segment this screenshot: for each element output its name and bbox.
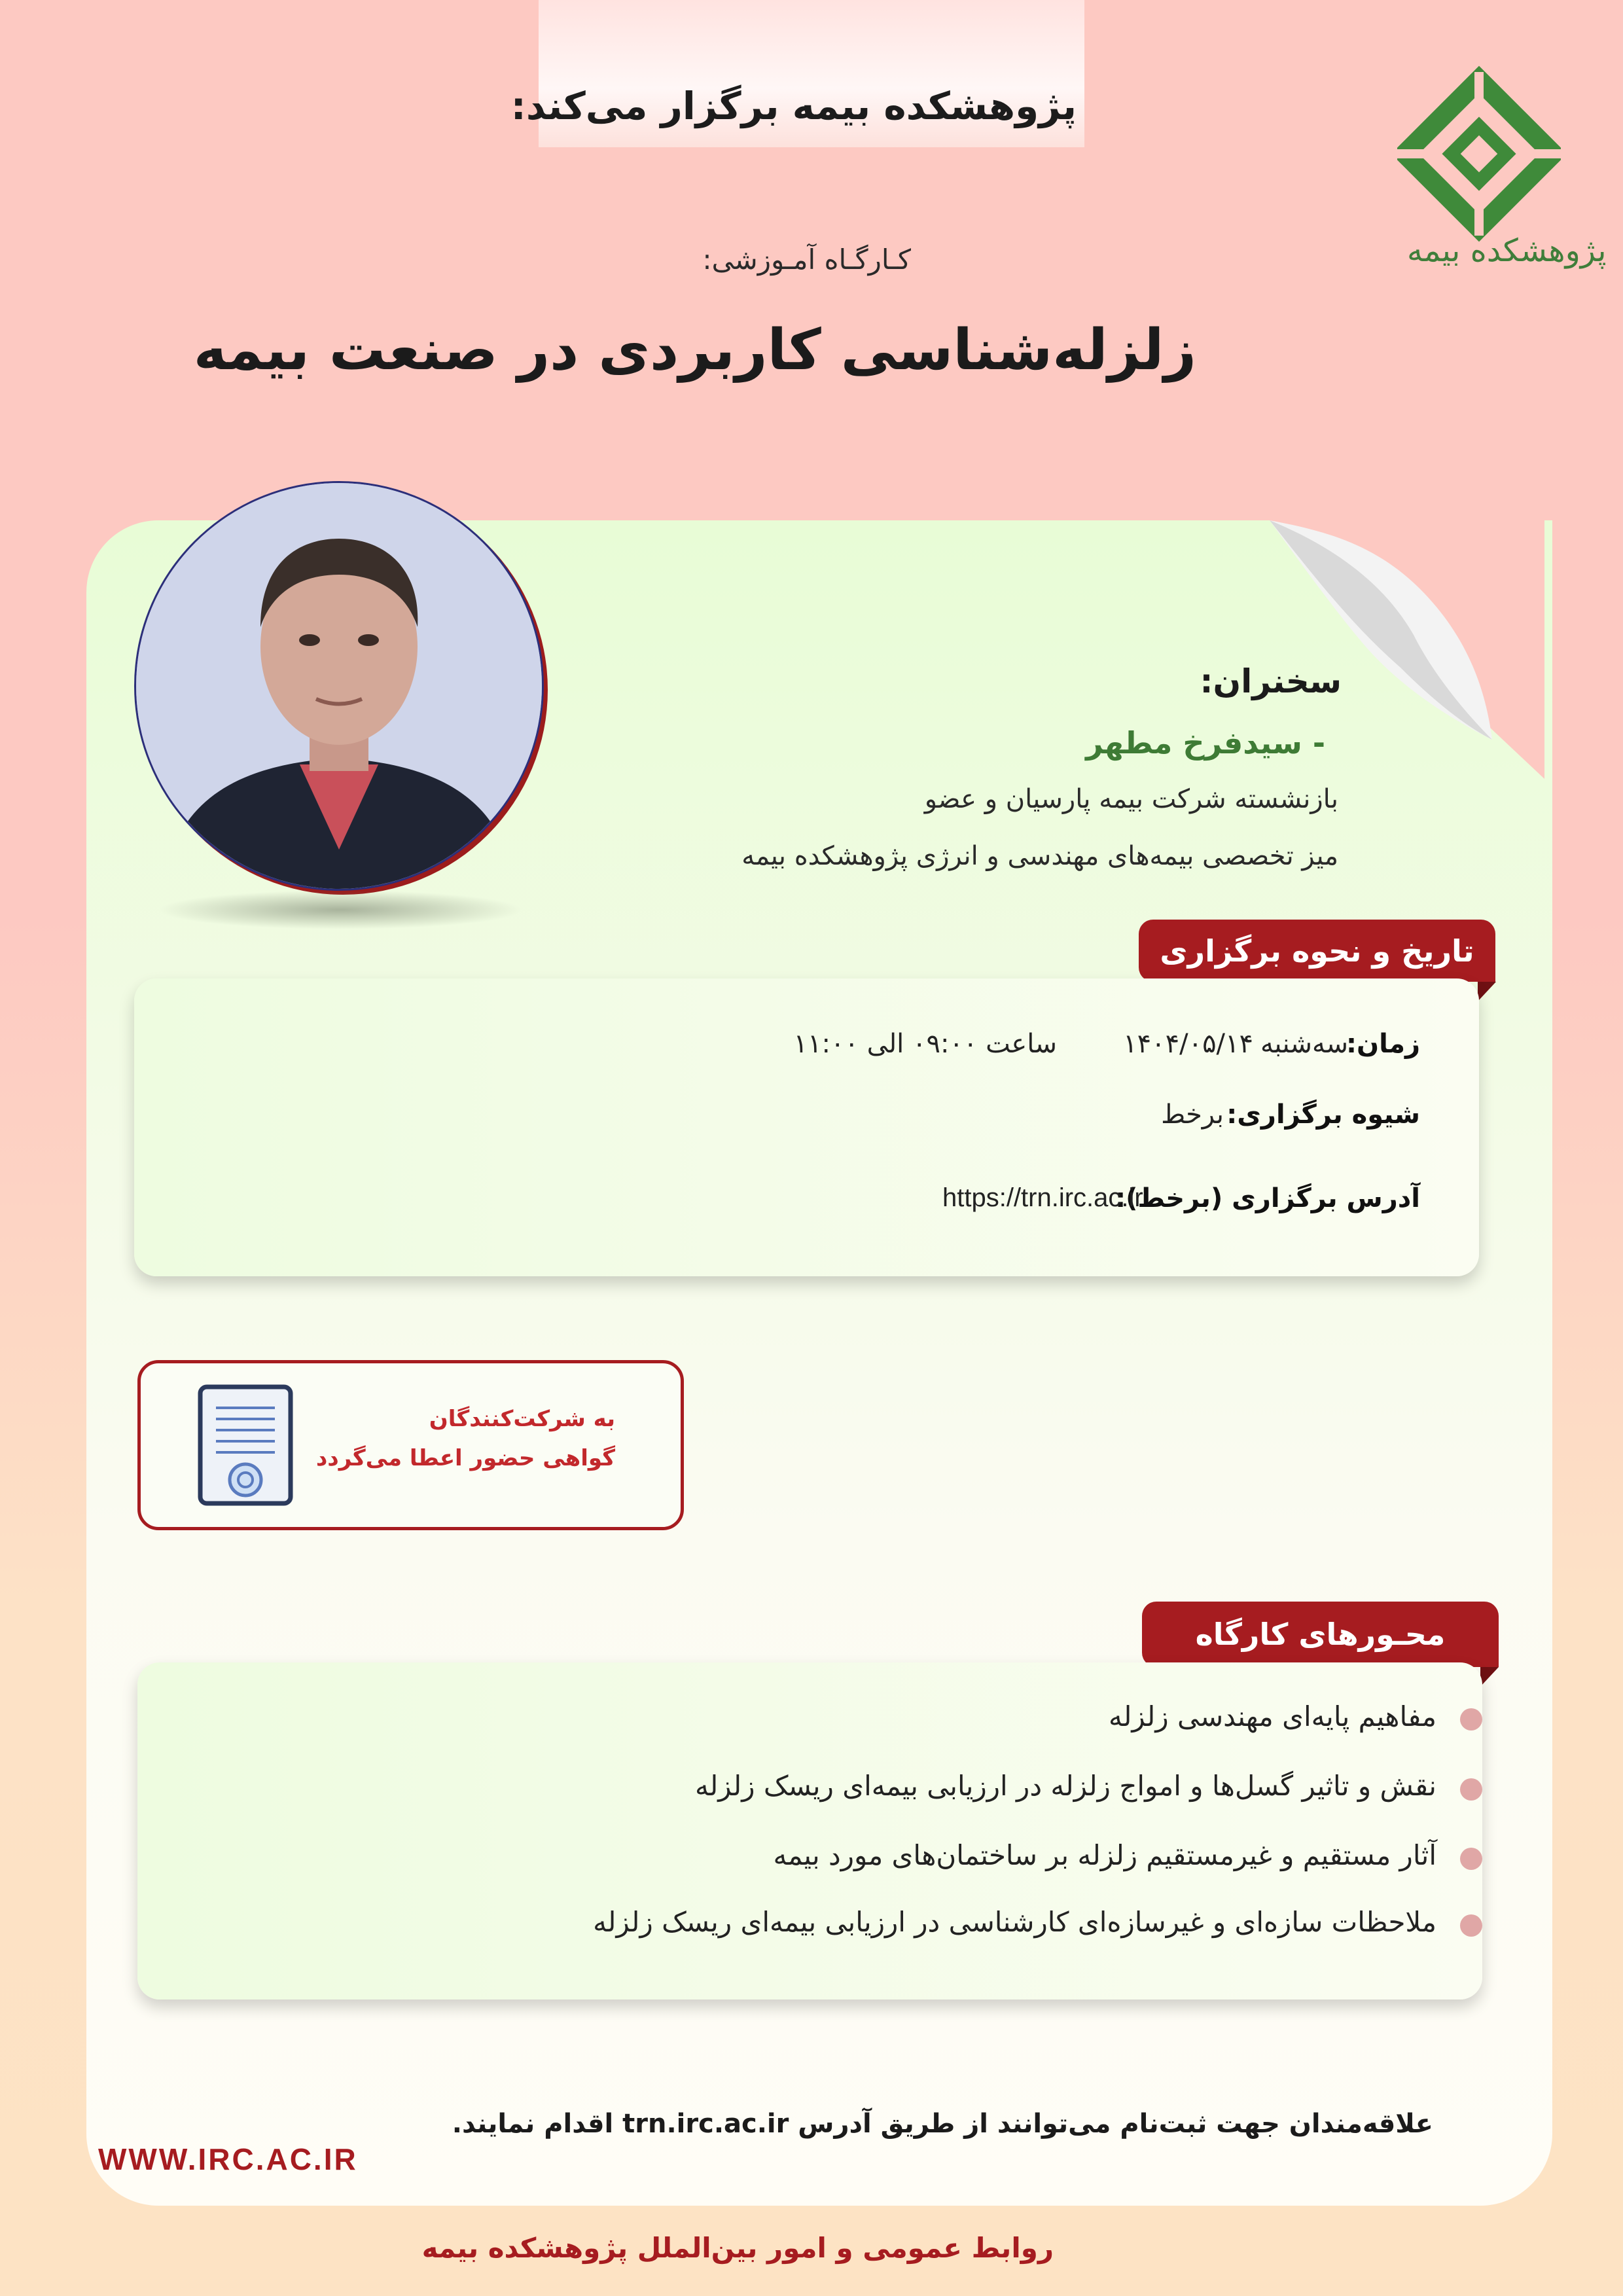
speaker-affiliation-1: بازنشسته شرکت بیمه پارسیان و عضو <box>924 784 1338 814</box>
schedule-tag-fold <box>1478 982 1496 1001</box>
photo-shadow <box>157 890 524 929</box>
topic-bullet-2 <box>1460 1778 1482 1801</box>
logo-wordmark: پژوهشکده بیمه <box>1407 232 1607 269</box>
topics-tag-fold <box>1480 1667 1499 1687</box>
time-label: زمان: <box>1346 1029 1420 1059</box>
event-address-link[interactable]: https://trn.irc.ac.ir <box>942 1183 1143 1212</box>
topic-bullet-3 <box>1460 1848 1482 1870</box>
workshop-subtitle: کـارگـاه آمـوزشی: <box>702 243 911 276</box>
certificate-text-1: به شرکت‌کنندگان <box>429 1406 615 1432</box>
certificate-icon <box>196 1383 294 1507</box>
speaker-photo <box>134 481 544 891</box>
address-label: آدرس برگزاری (برخط): <box>1115 1183 1420 1213</box>
topic-item-2: نقش و تاثیر گسل‌ها و امواج زلزله در ارزیابی بیمه‌ای ریسک زلزله <box>694 1770 1436 1802</box>
event-day: سه‌شنبه <box>1260 1029 1348 1059</box>
event-hours: ساعت ۰۹:۰۰ الی ۱۱:۰۰ <box>793 1029 1057 1059</box>
topic-item-3: آثار مستقیم و غیرمستقیم زلزله بر ساختمان‌های مورد بیمه <box>773 1839 1436 1871</box>
organizer-heading: پژوهشکده بیمه برگزار می‌کند: <box>510 84 1077 128</box>
department-credit: روابط عمومی و امور بین‌الملل پژوهشکده بیمه <box>421 2232 1054 2264</box>
topics-tag: محـورهای کارگاه <box>1142 1602 1499 1667</box>
schedule-tag: تاریخ و نحوه برگزاری <box>1139 920 1495 982</box>
speaker-name: - سیدفرخ مطهر <box>1086 725 1325 761</box>
certificate-text-2: گواهی حضور اعطا می‌گردد <box>315 1445 615 1471</box>
speaker-portrait-icon <box>136 483 542 889</box>
speaker-affiliation-2: میز تخصصی بیمه‌های مهندسی و انرژی پژوهشکده بیمه <box>741 841 1338 871</box>
registration-note: علاقه‌مندان جهت ثبت‌نام می‌توانند از طریق آدرس trn.irc.ac.ir اقدام نمایند. <box>452 2109 1433 2139</box>
event-mode: برخط <box>1161 1100 1224 1130</box>
mode-label: شیوه برگزاری: <box>1226 1100 1420 1130</box>
certificate-box <box>137 1360 684 1530</box>
topic-item-4: ملاحظات سازه‌ای و غیرسازه‌ای کارشناسی در ارزیابی بیمه‌ای ریسک زلزله <box>593 1906 1436 1938</box>
topic-bullet-1 <box>1460 1708 1482 1731</box>
irc-logo-icon <box>1397 49 1561 259</box>
topic-bullet-4 <box>1460 1914 1482 1937</box>
topic-item-1: مفاهیم پایه‌ای مهندسی زلزله <box>1109 1700 1436 1732</box>
workshop-title: زلزله‌شناسی کاربردی در صنعت بیمه <box>193 317 1196 383</box>
event-date: ۱۴۰۴/۰۵/۱۴ <box>1123 1029 1253 1059</box>
website-link[interactable]: WWW.IRC.AC.IR <box>98 2142 358 2176</box>
speakers-label: سخنران: <box>1200 662 1342 700</box>
